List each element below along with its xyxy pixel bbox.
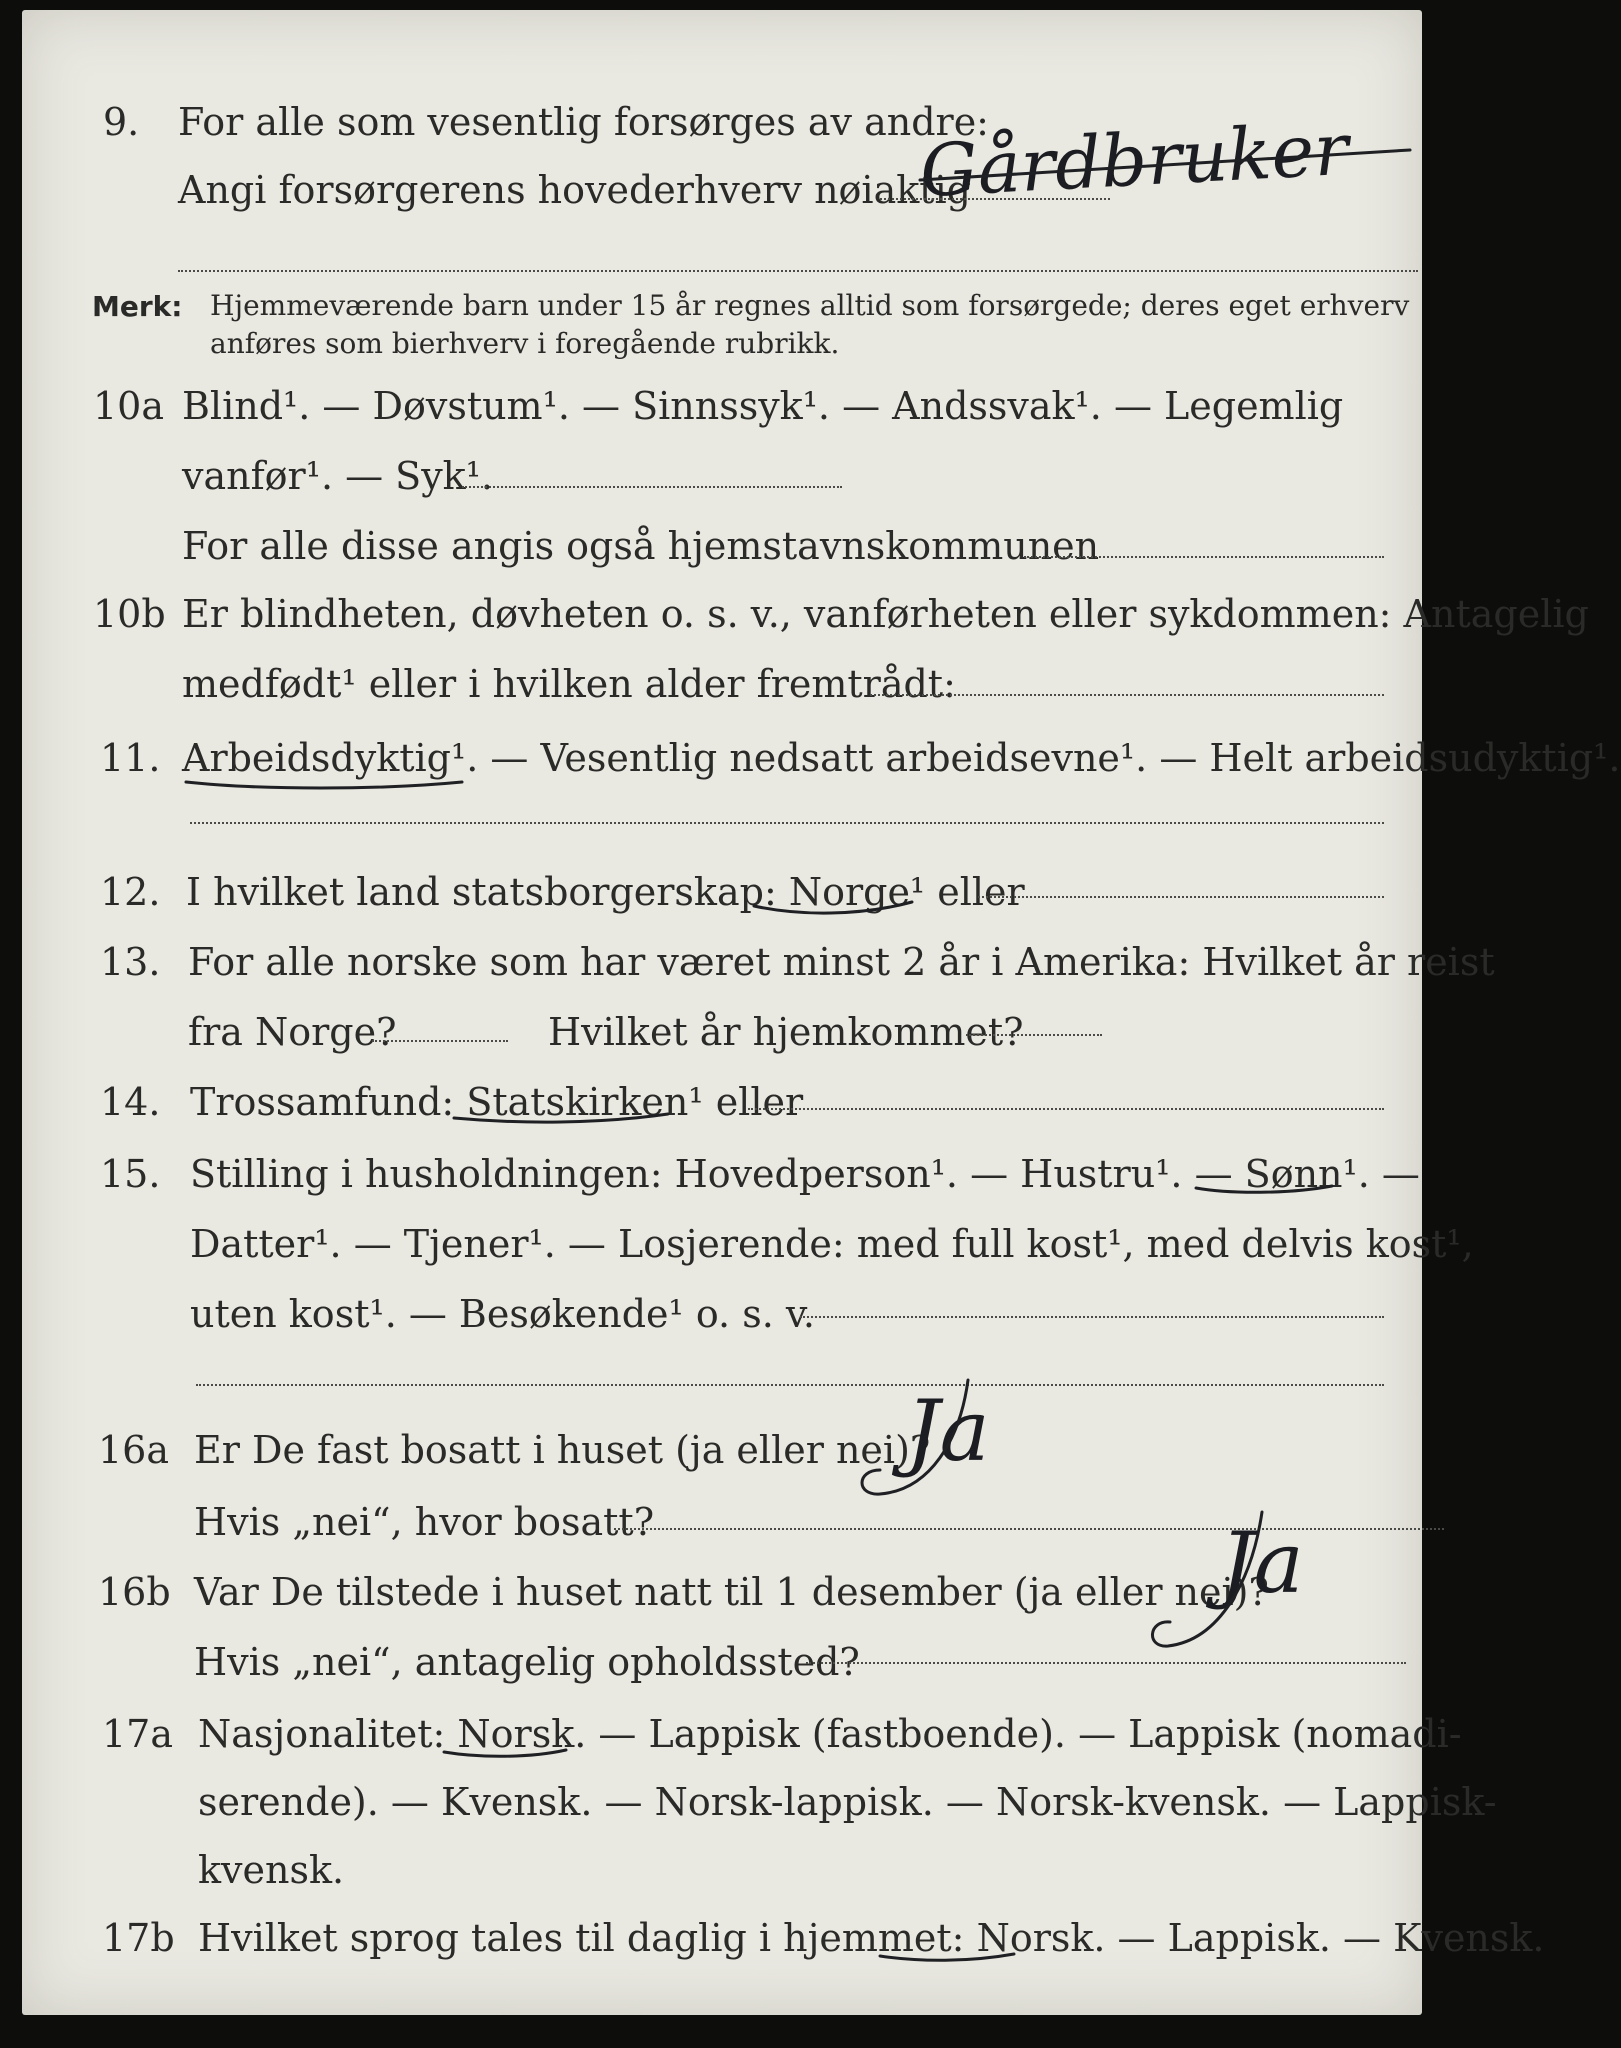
underline-norge <box>754 902 912 913</box>
underline-statskirken <box>454 1114 668 1122</box>
q12-question: I hvilket land statsborgerskap: <box>186 870 789 914</box>
underline-arbeidsdyktig <box>186 782 462 788</box>
q17a-number: 17a <box>102 1712 174 1756</box>
merk-label: Merk: <box>92 290 183 323</box>
q16b-number: 16b <box>98 1570 171 1614</box>
q16b-line1: Var De tilstede i huset natt til 1 desember (ja eller nei)? <box>194 1570 1269 1614</box>
q16b-line2: Hvis „nei“, antagelig opholdssted? <box>194 1640 860 1684</box>
q11-number: 11. <box>100 736 161 780</box>
q17b-question: Hvilket sprog tales til daglig i hjemmet: <box>198 1916 977 1960</box>
q15-dash: — <box>1369 1152 1420 1196</box>
q10a-number: 10a <box>93 384 165 428</box>
q12-option-norge: Norge¹ <box>788 870 926 914</box>
q17b-other-options: — Lappisk. — Kvensk. <box>1105 1916 1545 1960</box>
q11-option-arbeidsdyktig: Arbeidsdyktig¹. <box>182 736 479 780</box>
q10a-line2: vanfør¹. — Syk¹. <box>182 454 494 498</box>
q9-line1: For alle som vesentlig forsørges av andre: <box>178 100 989 144</box>
q17a-line2: serende). — Kvensk. — Norsk-lappisk. — Norsk-kvensk. — Lappisk- <box>198 1780 1497 1824</box>
q9-handwritten-answer: Gårdbruker <box>918 106 1351 214</box>
q16a-number: 16a <box>98 1428 170 1472</box>
q13-line2a: fra Norge? <box>188 1010 397 1054</box>
q15-options-a: Stilling i husholdningen: Hovedperson¹. — Hustru¹. — <box>190 1152 1245 1196</box>
q16a-line2: Hvis „nei“, hvor bosatt? <box>194 1500 655 1544</box>
underline-norsk-17a <box>444 1750 566 1756</box>
q17a-other-options: — Lappisk (fastboende). — Lappisk (nomadi- <box>586 1712 1462 1756</box>
q10b-number: 10b <box>93 592 166 636</box>
q17a-line3: kvensk. <box>198 1848 345 1892</box>
q12-number: 12. <box>100 870 161 914</box>
q10b-line1: Er blindheten, døvheten o. s. v., vanførheten eller sykdommen: Antagelig <box>182 592 1589 636</box>
q14-option-statskirken: Statskirken¹ <box>466 1080 704 1124</box>
q12-eller: eller <box>925 870 1025 914</box>
q15-line2: Datter¹. — Tjener¹. — Losjerende: med full kost¹, med delvis kost¹, <box>190 1222 1474 1266</box>
q10a-line3: For alle disse angis også hjemstavnskommunen <box>182 524 1100 568</box>
underline-norsk-17b <box>880 1954 1014 1960</box>
q14-number: 14. <box>100 1080 161 1124</box>
q13-line2b: Hvilket år hjemkommet? <box>548 1010 1024 1054</box>
q13-line1: For alle norske som har været minst 2 år i Amerika: Hvilket år reist <box>188 940 1495 984</box>
q16a-line1: Er De fast bosatt i huset (ja eller nei)? <box>194 1428 931 1472</box>
merk-line2: anføres som bierhverv i foregående rubrikk. <box>210 327 840 360</box>
q17b-number: 17b <box>102 1916 175 1960</box>
q15-number: 15. <box>100 1152 161 1196</box>
q15-line3: uten kost¹. — Besøkende¹ o. s. v. <box>190 1292 815 1336</box>
q14-eller: eller <box>703 1080 804 1124</box>
q10b-line2: medfødt¹ eller i hvilken alder fremtrådt: <box>182 662 956 706</box>
merk-line1: Hjemmeværende barn under 15 år regnes alltid som forsørgede; deres eget erhverv <box>210 289 1410 322</box>
q9-answer-flourish <box>920 150 1410 180</box>
q17a-option-norsk: Norsk. <box>457 1712 587 1756</box>
q17a-question: Nasjonalitet: <box>198 1712 458 1756</box>
q16b-ja-flourish <box>1152 1512 1262 1646</box>
q9-line2: Angi forsørgerens hovederhverv nøiaktig <box>178 168 972 212</box>
q14-question: Trossamfund: <box>190 1080 467 1124</box>
underline-sonn <box>1196 1186 1332 1192</box>
q16a-handwritten-answer: Ja <box>906 1382 990 1480</box>
q11-other-options: — Vesentlig nedsatt arbeidsevne¹. — Helt arbeidsudyktig¹. <box>478 736 1621 780</box>
q9-number: 9. <box>103 100 140 144</box>
q16a-ja-flourish <box>862 1380 968 1494</box>
q15-option-sonn: Sønn¹. <box>1244 1152 1370 1196</box>
q13-number: 13. <box>100 940 161 984</box>
q17b-option-norsk: Norsk. <box>976 1916 1106 1960</box>
q10a-line1: Blind¹. — Døvstum¹. — Sinnssyk¹. — Andssvak¹. — Legemlig <box>182 384 1344 428</box>
q16b-handwritten-answer: Ja <box>1220 1514 1304 1612</box>
